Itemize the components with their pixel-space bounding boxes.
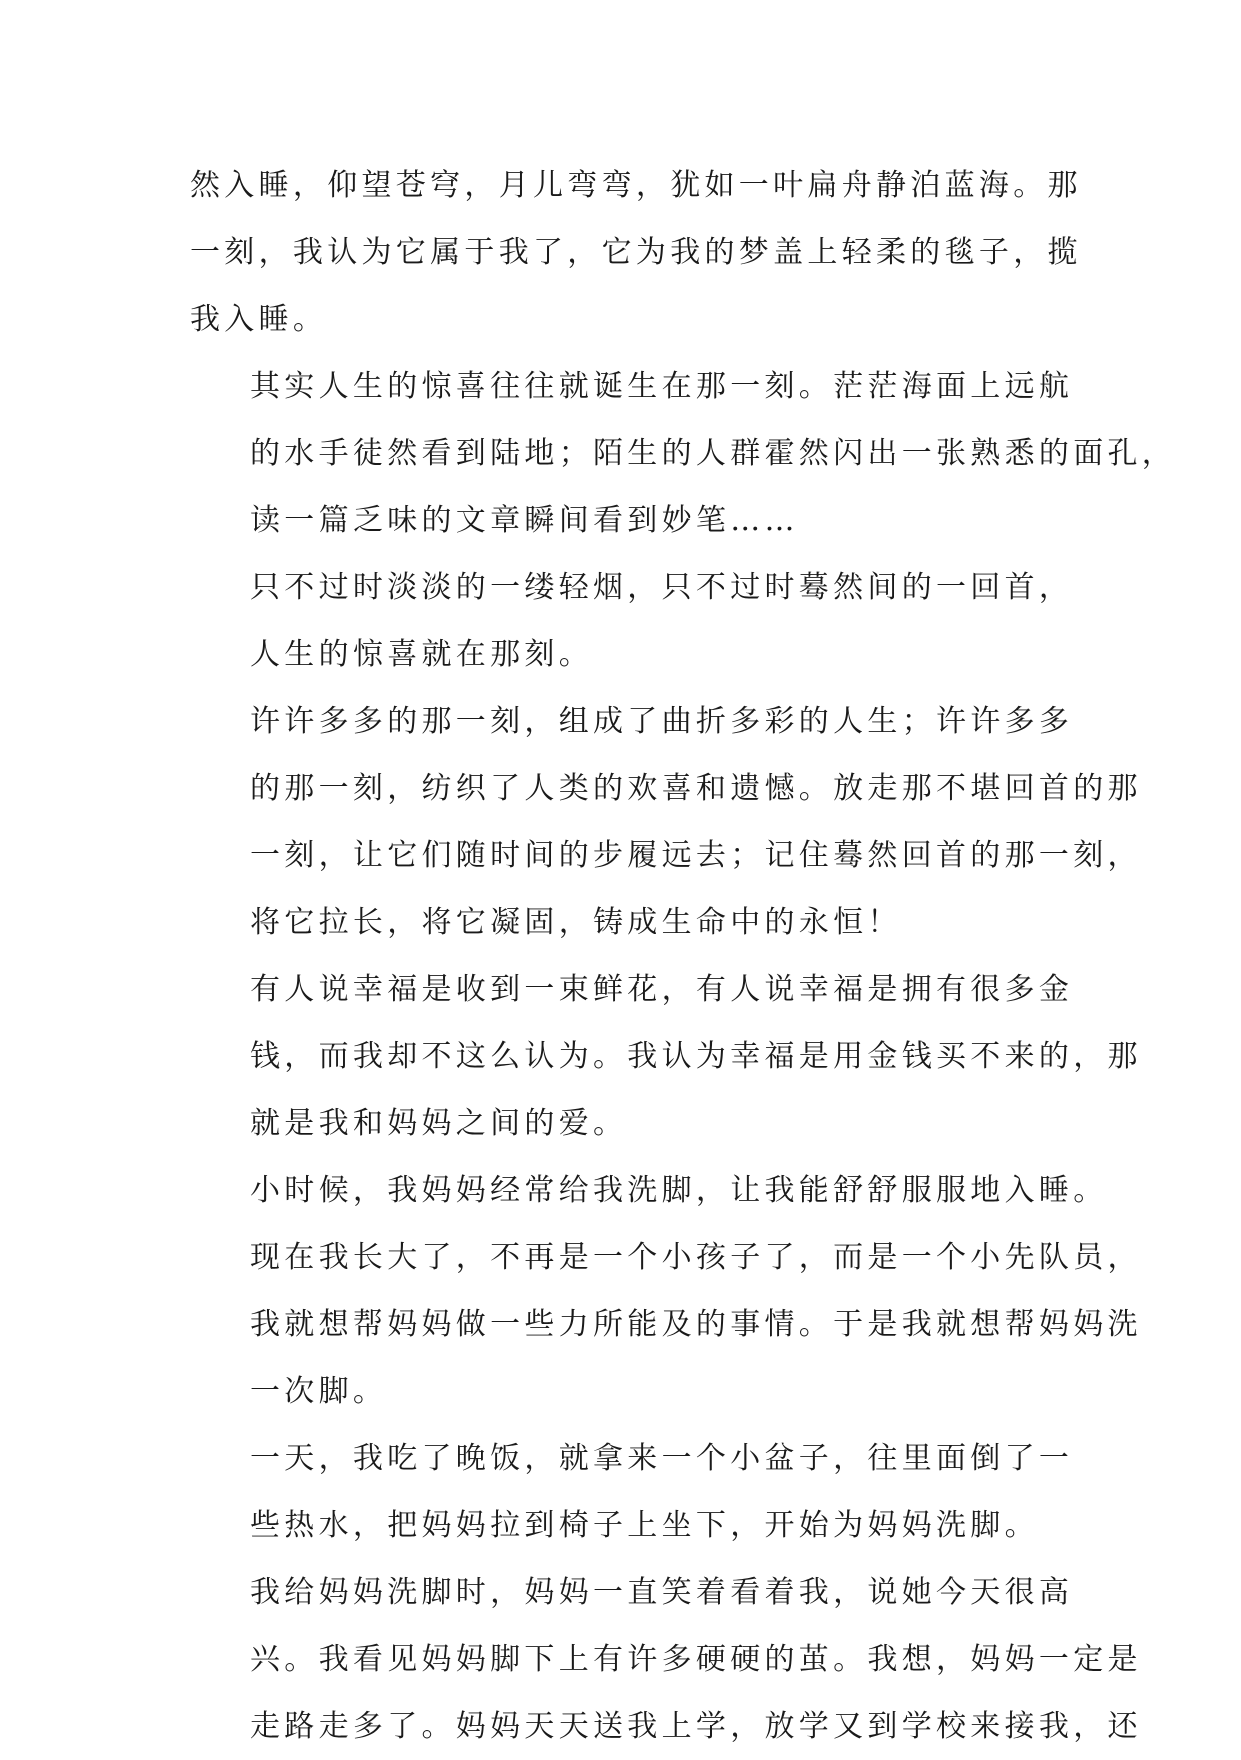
- article-body: [190, 152, 1177, 1760]
- paragraph: [190, 554, 1074, 688]
- text-line: 有人说幸福是收到一束鲜花，有人说幸福是拥有很多金: [250, 972, 1074, 1007]
- text-line: 其实人生的惊喜往往就诞生在那一刻。茫茫海面上远航: [250, 369, 1074, 404]
- text-line: 许许多多的那一刻，组成了曲折多彩的人生；许许多多: [250, 704, 1074, 739]
- text-line: 一次脚。: [250, 1374, 388, 1409]
- text-line: 一天，我吃了晚饭，就拿来一个小盆子，往里面倒了一: [250, 1441, 1074, 1476]
- text-line: 我给妈妈洗脚时，妈妈一直笑着看着我，说她今天很高: [250, 1575, 1074, 1610]
- text-line: 小时候，我妈妈经常给我洗脚，让我能舒舒服服地入睡。: [250, 1173, 1108, 1208]
- text-line: 将它拉长，将它凝固，铸成生命中的永恒！: [250, 905, 902, 940]
- paragraph: [190, 688, 1142, 956]
- text-line: 一刻，让它们随时间的步履远去；记住蓦然回首的那一刻，: [250, 838, 1142, 873]
- text-line: 的那一刻，纺织了人类的欢喜和遗憾。放走那不堪回首的那: [250, 771, 1142, 806]
- text-line: 我就想帮妈妈做一些力所能及的事情。于是我就想帮妈妈洗: [250, 1307, 1142, 1342]
- text-line: 只不过时淡淡的一缕轻烟，只不过时蓦然间的一回首，: [250, 570, 1074, 605]
- text-line: 读一篇乏味的文章瞬间看到妙笔……: [250, 503, 799, 538]
- text-line: 些热水，把妈妈拉到椅子上坐下，开始为妈妈洗脚。: [250, 1508, 1039, 1543]
- text-line: 现在我长大了，不再是一个小孩子了，而是一个小先队员，: [250, 1240, 1142, 1275]
- text-line: 兴。我看见妈妈脚下上有许多硬硬的茧。我想，妈妈一定是: [250, 1642, 1142, 1677]
- text-line: 钱，而我却不这么认为。我认为幸福是用金钱买不来的，那: [250, 1039, 1142, 1074]
- text-line: 就是我和妈妈之间的爱。: [250, 1106, 628, 1141]
- paragraph: [190, 1425, 1074, 1559]
- paragraph: [190, 1559, 1142, 1760]
- text-line: 一刻，我认为它属于我了，它为我的梦盖上轻柔的毯子，揽: [190, 235, 1082, 270]
- paragraph: [190, 956, 1142, 1157]
- paragraph: [190, 353, 1177, 554]
- text-line: 我入睡。: [190, 302, 328, 337]
- paragraph: [190, 1157, 1142, 1425]
- paragraph: [190, 152, 1082, 353]
- text-line: 的水手徒然看到陆地；陌生的人群霍然闪出一张熟悉的面孔，: [250, 436, 1177, 471]
- text-line: 走路走多了。妈妈天天送我上学，放学又到学校来接我，还: [250, 1709, 1142, 1744]
- text-line: 人生的惊喜就在那刻。: [250, 637, 593, 672]
- text-line: 然入睡，仰望苍穹，月儿弯弯，犹如一叶扁舟静泊蓝海。那: [190, 168, 1082, 203]
